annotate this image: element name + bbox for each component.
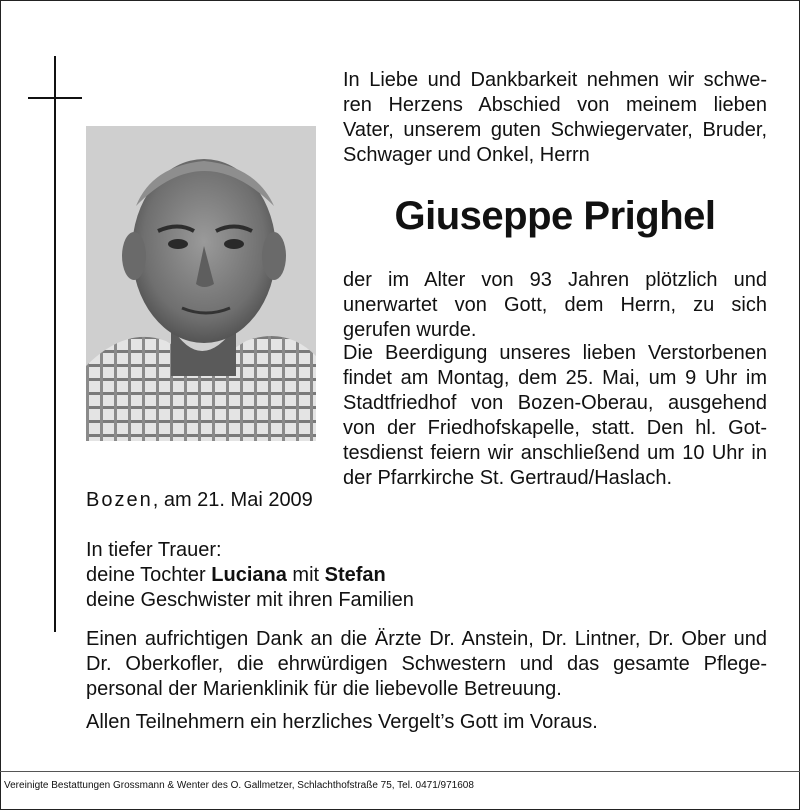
mourner-line-siblings: deine Geschwister mit ihren Familien [86, 589, 414, 611]
intro-line: In Liebe und Dankbarkeit nehmen wir schwe- [343, 69, 767, 91]
age-line: unerwartet von Gott, dem Herrn, zu sich [343, 294, 767, 316]
thanks-line: Dr. Oberkofler, die ehrwürdigen Schwestern und das gesamte Pflege- [86, 653, 767, 675]
mourner-mid: mit [286, 564, 325, 586]
footer-divider [0, 771, 800, 772]
funeral-line: von der Friedhofskapelle, statt. Den hl. Got- [343, 417, 767, 439]
intro-line: Vater, unserem guten Schwiegervater, Bruder, [343, 119, 767, 141]
place-city: Bozen [86, 489, 153, 511]
deceased-name: Giuseppe Prighel [394, 194, 716, 238]
funeral-line: findet am Montag, dem 25. Mai, um 9 Uhr im [343, 367, 767, 389]
place-date [86, 488, 313, 513]
mourner-daughter-name: Luciana [211, 564, 287, 586]
age-line: gerufen wurde. [343, 319, 477, 341]
funeral-paragraph [343, 341, 767, 491]
intro-paragraph [343, 68, 767, 168]
funeral-line: Stadtfriedhof von Bozen-Oberau, ausgehend [343, 392, 767, 414]
age-paragraph [343, 268, 767, 343]
intro-line: ren Herzens Abschied von meinem lieben [343, 94, 767, 116]
funeral-line: der Pfarrkirche St. Gertraud/Haslach. [343, 467, 673, 489]
funeral-line: Die Beerdigung unseres lieben Verstorbenen [343, 342, 767, 364]
mourners-heading: In tiefer Trauer: [86, 539, 222, 561]
final-line: Allen Teilnehmern ein herzliches Vergelt’s Gott im Voraus. [86, 711, 598, 733]
funeral-line: tesdienst feiern wir anschließend um 10 Uhr in [343, 442, 767, 464]
mourners-block [86, 538, 414, 613]
place-date-text: , am 21. Mai 2009 [152, 489, 313, 511]
mourner-partner-name: Stefan [324, 564, 386, 586]
thanks-paragraph [86, 627, 767, 702]
funeral-home-footer: Vereinigte Bestattungen Grossmann & Wenter des O. Gallmetzer, Schlachthofstraße 75, Tel. 0471/971608 [4, 780, 474, 791]
intro-line: Schwager und Onkel, Herrn [343, 144, 590, 166]
mourner-prefix: deine Tochter [86, 564, 212, 586]
portrait-photo [86, 126, 316, 441]
mourner-line-daughter [86, 563, 414, 588]
cross-icon-vertical [54, 56, 56, 632]
thanks-line: Einen aufrichtigen Dank an die Ärzte Dr. Anstein, Dr. Lintner, Dr. Ober und [86, 628, 767, 650]
cross-icon-horizontal [28, 97, 82, 99]
age-line: der im Alter von 93 Jahren plötzlich und [343, 269, 767, 291]
thanks-line: personal der Marienklinik für die liebevolle Betreuung. [86, 678, 562, 700]
